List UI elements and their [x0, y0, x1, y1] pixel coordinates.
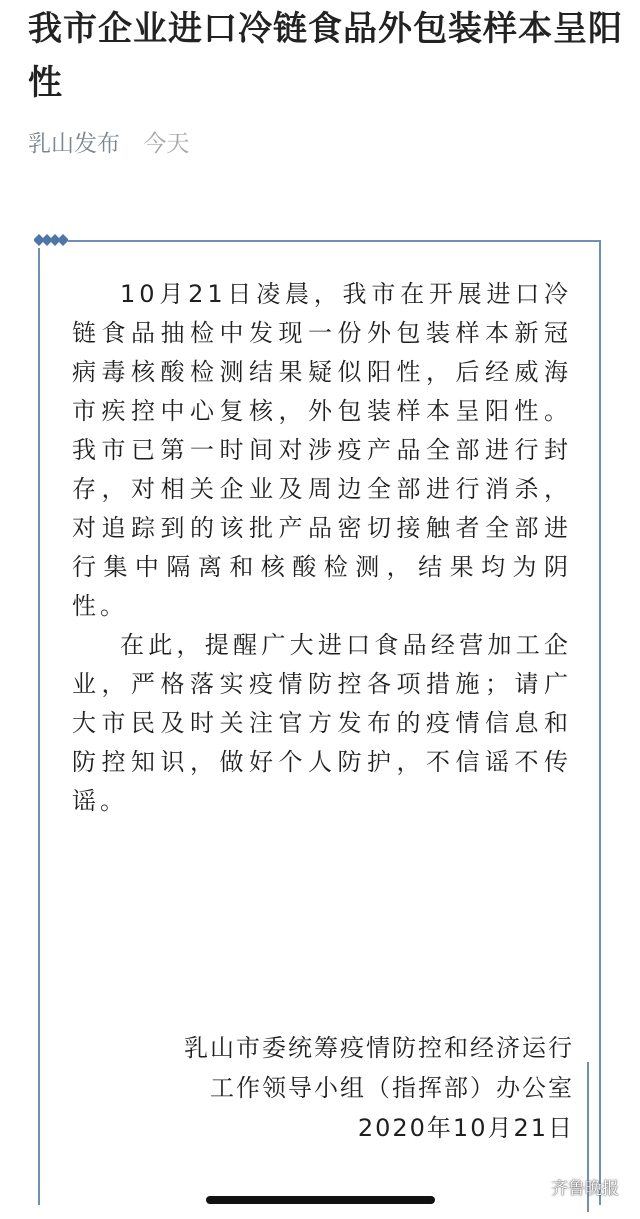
account-name-link[interactable]: 乳山发布: [28, 131, 120, 157]
home-indicator[interactable]: [206, 1196, 435, 1204]
diamond-ornament-icon: [34, 232, 68, 248]
publish-time: 今天: [143, 131, 190, 157]
article-meta: [28, 126, 189, 162]
source-watermark: [530, 1178, 619, 1200]
body-paragraph-1: 10月21日凌晨，我市在开展进口冷链食品抽检中发现一份外包装样本新冠病毒核酸检测结果疑似阳性，后经威海市疾控中心复核，外包装样本呈阳性。我市已第一时间对涉疫产品全部进行封存，对相关企业及周边全部进行消杀，对追踪到的该批产品密切接触者全部进行集中隔离和核酸检测，结果均为阴性。: [72, 280, 572, 620]
issuer-line-1: 乳山市委统筹疫情防控和经济运行: [184, 1034, 574, 1062]
signature-date: 2020年10月21日: [357, 1114, 574, 1142]
issuer-line-2: 工作领导小组（指挥部）办公室: [210, 1074, 574, 1102]
article-title: 我市企业进口冷链食品外包装样本呈阳性: [28, 9, 623, 103]
wechat-official-account-icon: [530, 1180, 548, 1194]
watermark-text: 齐鲁晚报: [551, 1179, 619, 1199]
notice-body: [72, 275, 572, 821]
body-paragraph-2: 在此，提醒广大进口食品经营加工企业，严格落实疫情防控各项措施；请广大市民及时关注官方发布的疫情信息和防控知识，做好个人防护，不信谣不传谣。: [72, 631, 572, 815]
notice-signature: [184, 1028, 574, 1148]
